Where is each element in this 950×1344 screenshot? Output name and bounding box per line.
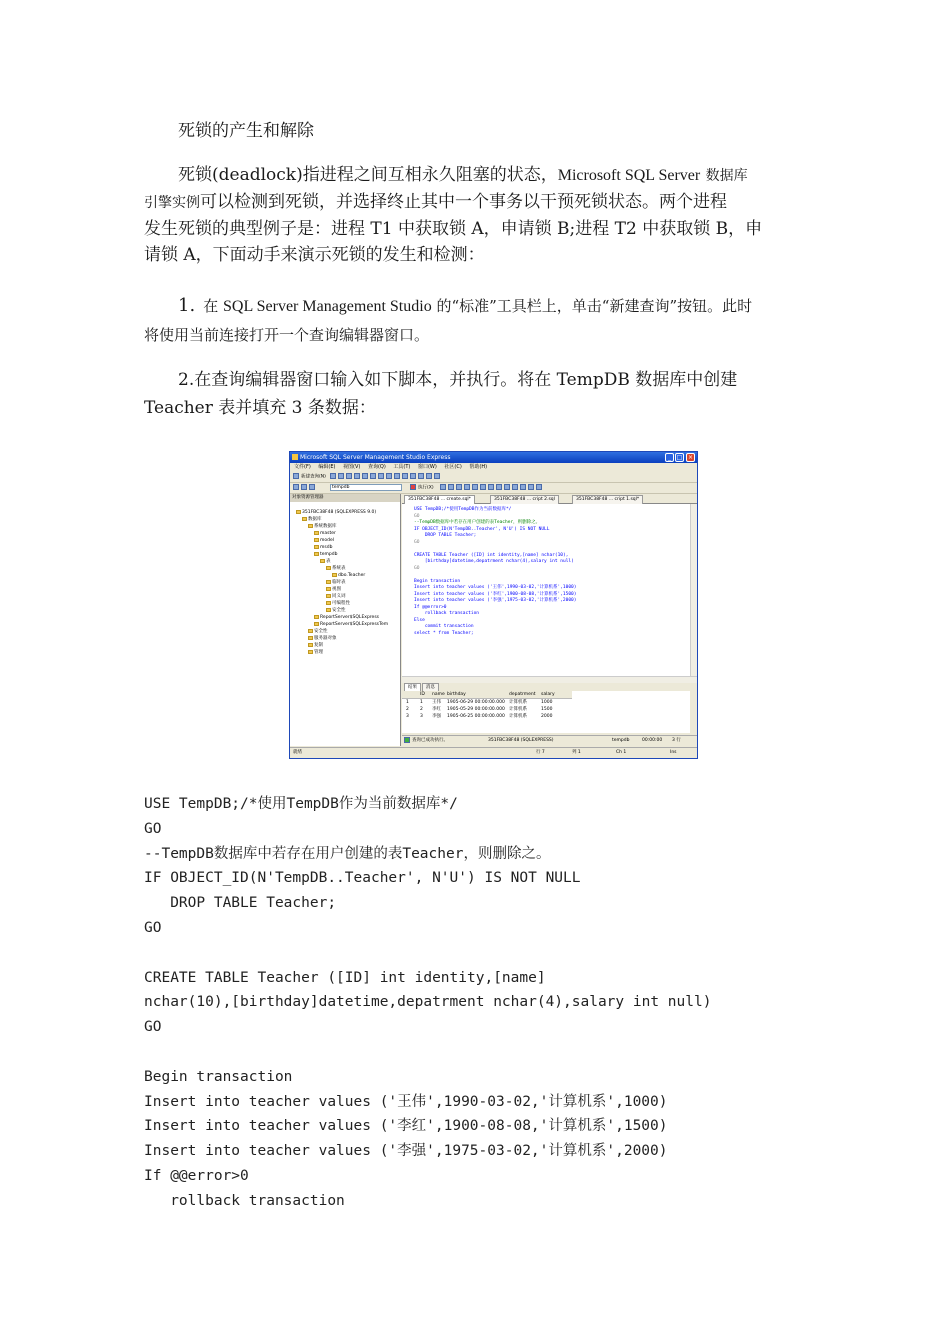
grid-cell: 李强 xyxy=(432,714,441,719)
folder-icon xyxy=(326,566,331,570)
code-line: IF OBJECT_ID(N'TempDB..Teacher', N'U') IS NOT NULL xyxy=(144,870,581,887)
code-line: DROP TABLE Teacher; xyxy=(144,895,337,912)
tree-node[interactable]: 复制 xyxy=(308,642,323,649)
tab-script2[interactable]: 351FBC38F48 ... cript 2.sql xyxy=(490,495,559,504)
code-line: Begin transaction xyxy=(144,1068,293,1085)
grid-cell: 计算机系 xyxy=(509,700,527,705)
editor-line: --TempDB数据库中若存在用户创建的表Teacher，则删除之。 xyxy=(414,520,541,525)
result-tabs xyxy=(402,683,697,691)
folder-icon xyxy=(308,650,313,654)
tree-node[interactable]: 视图 xyxy=(326,586,341,593)
grid-cell: 1 xyxy=(420,700,423,705)
menu-query[interactable]: 查询(Q) xyxy=(367,464,386,470)
tree-node[interactable]: 临时表 xyxy=(326,579,346,586)
step2-paragraph xyxy=(144,366,808,422)
editor-line: Insert into teacher values ('王伟',1990-03-02,'计算机系',1000) xyxy=(414,585,577,590)
folder-icon xyxy=(326,580,331,584)
object-explorer-title: 对象资源管理器 xyxy=(290,494,400,502)
window-titlebar xyxy=(290,452,697,463)
code-line: --TempDB数据库中若存在用户创建的表Teacher，则删除之。 xyxy=(144,845,551,862)
editor-line: USE TempDB;/*使用TempDB作为当前数据库*/ xyxy=(414,507,512,512)
exec-server: 351FBC38F48 (SQLEXPRESS) xyxy=(488,738,554,743)
editor-line: If @@error>0 xyxy=(414,604,447,610)
tree-node[interactable]: master xyxy=(314,530,336,537)
step1-line2: 将使用当前连接打开一个查询编辑器窗口。 xyxy=(144,326,430,344)
grid-cell: 1905-05-29 00:00:00.000 xyxy=(447,707,505,712)
menu-edit[interactable]: 编辑(E) xyxy=(318,464,336,470)
exec-time: 00:00:00 xyxy=(642,738,663,743)
grid-cell: 1500 xyxy=(541,707,553,712)
folder-icon xyxy=(314,538,319,542)
status-ready: 就绪 xyxy=(293,750,302,755)
exec-status-message: 查询已成功执行。 xyxy=(404,736,448,745)
tab-messages[interactable]: 消息 xyxy=(422,683,439,692)
editor-line: [birthday]datetime,depatrment nchar(4),salary int null) xyxy=(414,559,574,564)
code-line: GO xyxy=(144,820,162,837)
menu-bar xyxy=(290,463,697,472)
code-line: USE TempDB;/*使用TempDB作为当前数据库*/ xyxy=(144,796,458,812)
editor-line: commit transaction xyxy=(414,624,474,629)
folder-icon xyxy=(320,559,325,563)
grid-cell: 计算机系 xyxy=(509,714,527,719)
intro-line2-a: 引擎实例 xyxy=(144,195,200,211)
tree-node[interactable]: 可编程性 xyxy=(326,600,350,607)
folder-icon xyxy=(314,615,319,619)
folder-icon xyxy=(314,545,319,549)
status-ch: Ch 1 xyxy=(616,750,627,755)
menu-file[interactable]: 文件(F) xyxy=(294,464,311,470)
grid-header-birthday: birthday xyxy=(447,692,466,697)
menu-window[interactable]: 窗口(W) xyxy=(417,464,437,470)
results-grid xyxy=(402,691,690,733)
intro-paragraph xyxy=(144,162,808,268)
grid-cell: 2 xyxy=(420,707,423,712)
menu-community[interactable]: 社区(C) xyxy=(444,464,462,470)
step1-paragraph xyxy=(144,292,808,349)
folder-icon xyxy=(302,517,307,521)
folder-icon xyxy=(326,601,331,605)
grid-header xyxy=(402,691,572,699)
folder-icon xyxy=(308,636,313,640)
grid-header-name: name xyxy=(432,692,445,697)
query-editor[interactable] xyxy=(402,504,690,676)
query-toolbar-icons xyxy=(440,484,544,491)
code-line: GO xyxy=(144,1019,162,1036)
status-line: 行 7 xyxy=(536,750,545,755)
menu-tools[interactable]: 工具(T) xyxy=(393,464,411,470)
grid-cell: 李红 xyxy=(432,707,441,712)
execute-button[interactable]: 执行(X) xyxy=(410,484,434,491)
grid-cell: 王伟 xyxy=(432,700,441,705)
close-button[interactable]: × xyxy=(687,454,694,461)
editor-vertical-scrollbar[interactable] xyxy=(690,504,698,676)
status-bar xyxy=(290,747,697,759)
editor-line: Insert into teacher values ('李红',1900-08-08,'计算机系',1500) xyxy=(414,591,577,597)
tree-node[interactable]: 数据库 xyxy=(302,516,322,523)
editor-tabs xyxy=(402,494,697,504)
code-line: nchar(10),[birthday]datetime,depatrment nchar(4),salary int null) xyxy=(144,994,712,1011)
grid-header-department: depatrment xyxy=(509,692,536,697)
tab-create-sql[interactable]: 351FBC38F48 ... create.sql* xyxy=(404,495,475,504)
editor-line: select * from Teacher; xyxy=(414,630,474,636)
grid-cell: 2000 xyxy=(541,714,553,719)
folder-icon xyxy=(296,510,301,514)
tree-node[interactable]: 同义词 xyxy=(326,593,346,600)
tree-node[interactable]: 系统数据库 xyxy=(308,523,337,530)
tree-node[interactable]: ReportServer$SQLExpressTem xyxy=(314,621,388,628)
grid-cell: 1905-06-25 00:00:00.000 xyxy=(447,714,505,719)
tree-node[interactable]: 安全性 xyxy=(308,628,328,635)
folder-icon xyxy=(332,573,337,577)
editor-line: GO xyxy=(414,513,420,519)
tree-node[interactable]: 管理 xyxy=(308,649,323,656)
tree-node[interactable]: tempdb xyxy=(314,551,338,558)
step2-line1: 2.在查询编辑器窗口输入如下脚本，并执行。将在 TempDB 数据库中创建 xyxy=(178,370,738,390)
editor-line: CREATE TABLE Teacher ([ID] int identity,[name] nchar(10), xyxy=(414,552,569,558)
code-line: CREATE TABLE Teacher ([ID] int identity,[name] xyxy=(144,969,546,986)
maximize-button[interactable]: □ xyxy=(676,454,683,461)
code-line: rollback transaction xyxy=(144,1192,345,1209)
success-icon xyxy=(404,737,410,743)
folder-icon xyxy=(326,587,331,591)
tree-node[interactable]: dbo.Teacher xyxy=(332,572,365,579)
grid-cell: 计算机系 xyxy=(509,707,527,712)
intro-line3: 发生死锁的典型例子是：进程 T1 中获取锁 A，申请锁 B;进程 T2 中获取锁 B，申 xyxy=(144,219,763,239)
tree-node[interactable]: 系统表 xyxy=(326,565,346,572)
tree-node[interactable]: msdb xyxy=(314,544,332,551)
grid-row-number: 3 xyxy=(406,714,409,719)
tree-node[interactable]: 服务器对象 xyxy=(308,635,337,642)
code-line xyxy=(144,941,824,966)
execution-status-bar xyxy=(402,735,697,745)
window-title: Microsoft SQL Server Management Studio Express xyxy=(300,454,451,461)
code-line: Insert into teacher values ('李强',1975-03-02,'计算机系',2000) xyxy=(144,1143,668,1160)
folder-icon xyxy=(326,594,331,598)
status-ins: Ins xyxy=(670,750,677,755)
new-query-icon xyxy=(293,473,299,479)
folder-icon xyxy=(308,629,313,633)
editor-line: Else xyxy=(414,617,425,623)
grid-row-number: 1 xyxy=(406,700,409,705)
intro-line1-a: 死锁(deadlock)指进程之间互相永久阻塞的状态， xyxy=(178,165,558,185)
folder-icon xyxy=(308,643,313,647)
tree-node[interactable]: 安全性 xyxy=(326,607,346,614)
folder-icon xyxy=(314,622,319,626)
intro-line1-c: 数据库 xyxy=(705,168,748,184)
tab-results[interactable]: 结果 xyxy=(404,683,421,692)
new-query-button[interactable]: 新建查询(N) xyxy=(293,473,326,480)
folder-icon xyxy=(314,552,319,556)
grid-row[interactable] xyxy=(402,699,572,706)
grid-row[interactable] xyxy=(402,713,572,720)
editor-line: rollback transaction xyxy=(414,611,480,616)
folder-icon xyxy=(308,524,313,528)
code-line: GO xyxy=(144,919,162,936)
folder-icon xyxy=(326,608,331,612)
tree-node[interactable]: model xyxy=(314,537,334,544)
code-line: Insert into teacher values ('李红',1900-08-08,'计算机系',1500) xyxy=(144,1118,668,1135)
database-combo[interactable]: tempdb xyxy=(330,484,402,491)
step1-product-name: SQL Server Management Studio xyxy=(222,298,432,315)
code-block xyxy=(144,792,824,1214)
editor-line: DROP TABLE Teacher; xyxy=(414,533,477,538)
editor-line: Insert into teacher values ('李强',1975-03-02,'计算机系',2000) xyxy=(414,598,577,603)
execute-icon xyxy=(410,484,416,490)
code-line xyxy=(144,1040,824,1065)
exec-db: tempdb xyxy=(612,738,630,743)
exec-rows: 3 行 xyxy=(672,738,681,743)
tree-node[interactable]: 表 xyxy=(320,558,331,565)
tab-script1[interactable]: 351FBC38F48 ... cript 1.sql* xyxy=(572,495,643,504)
minimize-button[interactable]: _ xyxy=(665,453,674,462)
code-line: If @@error>0 xyxy=(144,1167,249,1184)
tree-node[interactable]: ReportServer$SQLExpress xyxy=(314,614,379,621)
standard-toolbar xyxy=(290,472,697,483)
menu-help[interactable]: 帮助(H) xyxy=(469,464,488,470)
ssms-screenshot xyxy=(289,451,698,759)
status-col: 列 1 xyxy=(572,750,581,755)
editor-line: GO xyxy=(414,565,420,571)
intro-product-name: Microsoft SQL Server xyxy=(557,167,701,184)
editor-line: Begin transaction xyxy=(414,578,461,584)
app-icon xyxy=(292,454,298,460)
toolbar-icons xyxy=(330,473,442,480)
grid-header-salary: salary xyxy=(541,692,555,697)
doc-heading: 死锁的产生和解除 xyxy=(178,121,314,141)
grid-cell: 3 xyxy=(420,714,423,719)
grid-header-id: ID xyxy=(420,692,425,697)
query-toolbar xyxy=(290,483,697,494)
grid-row-number: 2 xyxy=(406,707,409,712)
editor-horizontal-scrollbar[interactable] xyxy=(402,676,697,683)
intro-line2-b: 可以检测到死锁，并选择终止其中一个事务以干预死锁状态。两个进程 xyxy=(200,192,727,212)
code-line: Insert into teacher values ('王伟',1990-03-02,'计算机系',1000) xyxy=(144,1093,668,1110)
step1-number: 1. xyxy=(178,295,196,316)
editor-line: IF OBJECT_ID(N'TempDB..Teacher', N'U') IS NOT NULL xyxy=(414,526,550,532)
object-explorer xyxy=(290,494,401,746)
oe-toolbar-icons xyxy=(293,484,317,491)
folder-icon xyxy=(314,531,319,535)
step1-line1-a: 在 xyxy=(203,297,219,315)
intro-line4: 请锁 A，下面动手来演示死锁的发生和检测： xyxy=(144,245,485,265)
grid-cell: 1905-06-29 00:00:00.000 xyxy=(447,700,505,705)
step1-line1-c: 的“标准”工具栏上，单击“新建查询”按钮。此时 xyxy=(436,297,753,315)
grid-cell: 1000 xyxy=(541,700,553,705)
tree-node[interactable]: 351FBC38F48 (SQLEXPRESS 9.0) xyxy=(296,509,376,516)
grid-row[interactable] xyxy=(402,706,572,713)
menu-view[interactable]: 视图(V) xyxy=(343,464,361,470)
step2-line2: Teacher 表并填充 3 条数据： xyxy=(144,398,376,418)
editor-line: GO xyxy=(414,539,420,545)
